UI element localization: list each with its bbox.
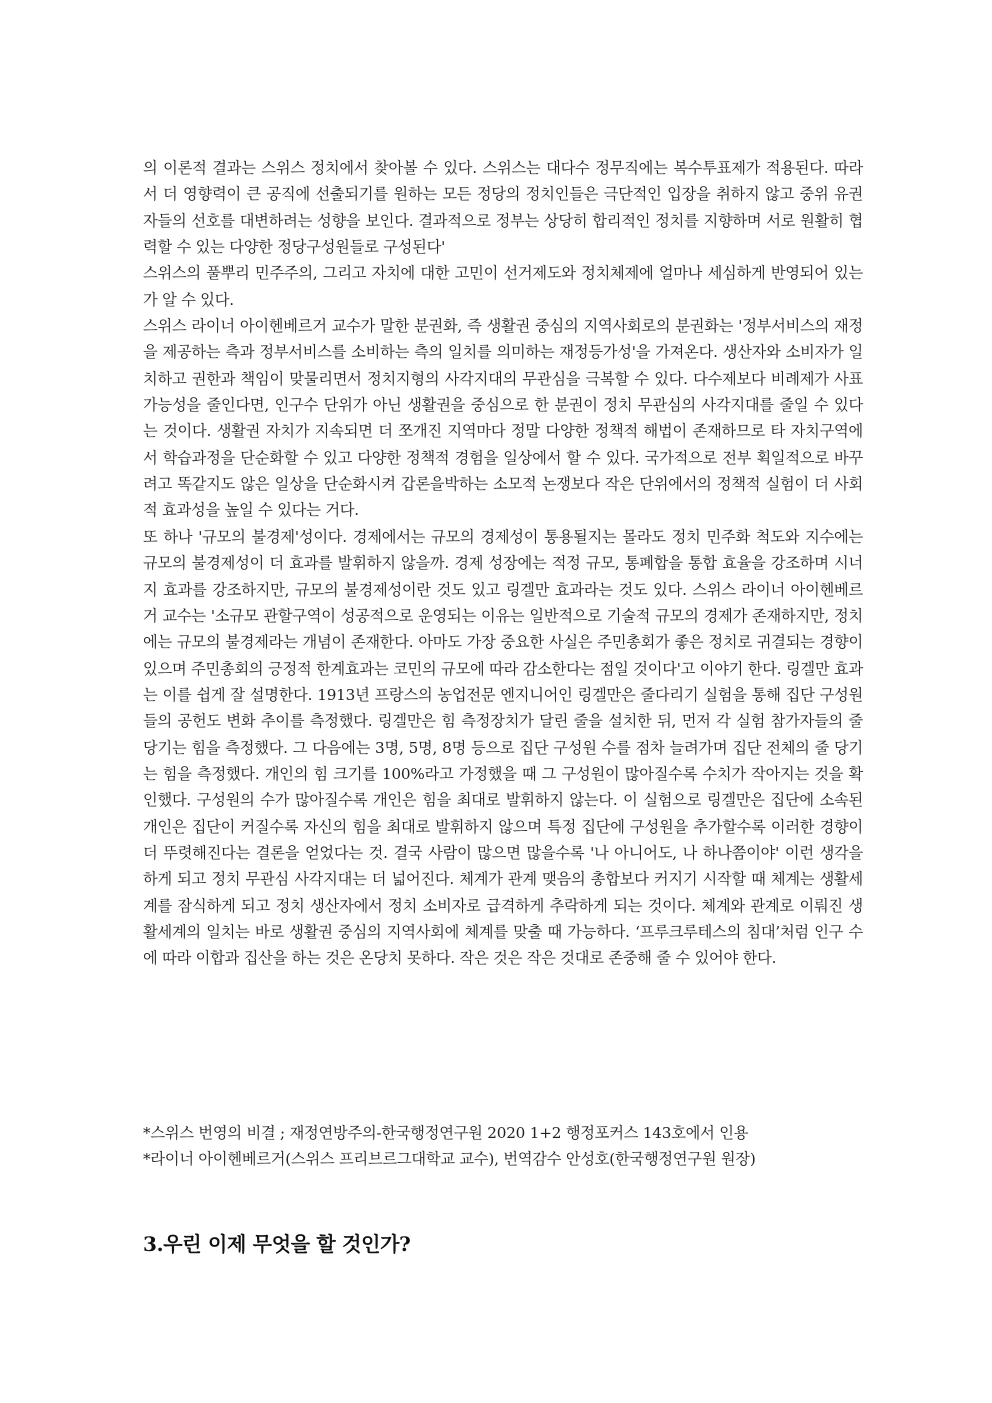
- paragraph-diseconomy-of-scale: 또 하나 '규모의 불경제'성이다. 경제에서는 규모의 경제성이 통용될지는 몰라도 정치 민주화 척도와 지수에는 규모의 불경제성이 더 효과를 발휘하지 않을까. 경제 성장에는 적정 규모, 통폐합을 통합 효율을 강조하며 시너지 효과를 강조하지만, 규모의 불경제성이란 것도 있고 링겔만 효과라는 것도 있다. 스위스 라이너 아이헨베르거 교수는 '소규모 관할구역이 성공적으로 운영되는 이유는 일반적으로 기술적 규모의 경제가 존재하지만, 정치에는 규모의 불경제라는 개념이 존재한다. 아마도 가장 중요한 사실은 주민총회가 좋은 정치로 귀결되는 경향이 있으며 주민총회의 긍정적 한계효과는 코민의 규모에 따라 감소한다는 점일 것이다'고 이야기 한다. 링겔만 효과는 이를 쉽게 잘 설명한다. 1913년 프랑스의 농업전문 엔지니어인 링겔만은 줄다리기 실험을 통해 집단 구성원들의 공헌도 변화 추이를 측정했다. 링겔만은 힘 측정장치가 달린 줄을 설치한 뒤, 먼저 각 실험 참가자들의 줄 당기는 힘을 측정했다. 그 다음에는 3명, 5명, 8명 등으로 집단 구성원 수를 점차 늘려가며 집단 전체의 줄 당기는 힘을 측정했다. 개인의 힘 크기를 100%라고 가정했을 때 그 구성원이 많아질수록 수치가 작아지는 것을 확인했다. 구성원의 수가 많아질수록 개인은 힘을 최대로 발휘하지 않는다. 이 실험으로 링겔만은 집단에 소속된 개인은 집단이 커질수록 자신의 힘을 최대로 발휘하지 않으며 특정 집단에 구성원을 추가할수록 이러한 경향이 더 뚜렷해진다는 결론을 얻었다는 것. 결국 사람이 많으면 많을수록 '나 아니어도, 나 하나쯤이야' 이런 생각을 하게 되고 정치 무관심 사각지대는 더 넓어진다. 체계가 관계 맺음의 총합보다 커지기 시작할 때 체계는 생활세계를 잠식하게 되고 정치 생산자에서 정치 소비자로 급격하게 추락하게 되는 것이다. 체계와 관계로 이뤄진 생활세계의 일치는 바로 생활권 중심의 지역사회에 체계를 맞출 때 가능하다. ‘프루크루테스의 침대’처럼 인구 수에 따라 이합과 집산을 하는 것은 온당치 못하다. 작은 것은 작은 것대로 존중해 줄 수 있어야 한다.: [143, 527, 863, 968]
- paragraph-swiss-voting: 의 이론적 결과는 스위스 정치에서 찾아볼 수 있다. 스위스는 대다수 정무직에는 복수투표제가 적용된다. 따라서 더 영향력이 큰 공직에 선출되기를 원하는 모든 정당의 정치인들은 극단적인 입장을 취하지 않고 중위 유권자들의 선호를 대변하려는 성향을 보인다. 결과적으로 정부는 상당히 합리적인 정치를 지향하며 서로 원활히 협력할 수 있는 다양한 정당구성원들로 구성된다': [143, 159, 863, 257]
- paragraph-decentralization: 스위스 라이너 아이헨베르거 교수가 말한 분권화, 즉 생활권 중심의 지역사회로의 분권화는 '정부서비스의 재정을 제공하는 측과 정부서비스를 소비하는 측의 일치를 의미하는 재정등가성'을 가져온다. 생산자와 소비자가 일치하고 권한과 책임이 맞물리면서 정치지형의 사각지대의 무관심을 극복할 수 있다. 다수제보다 비례제가 사표가능성을 줄인다면, 인구수 단위가 아닌 생활권을 중심으로 한 분권이 정치 무관심의 사각지대를 줄일 수 있다는 것이다. 생활권 자치가 지속되면 더 쪼개진 지역마다 정말 다양한 정책적 해법이 존재하므로 타 자치구역에서 학습과정을 단순화할 수 있고 다양한 정책적 경험을 일상에서 할 수 있다. 국가적으로 전부 획일적으로 바꾸려고 똑같지도 않은 일상을 단순화시켜 갑론을박하는 소모적 논쟁보다 작은 단위에서의 정책적 실험이 더 사회적 효과성을 높일 수 있다는 거다.: [143, 317, 863, 520]
- references: [143, 1120, 873, 1172]
- section-heading: 3.우린 이제 무엇을 할 것인가?: [143, 1232, 411, 1256]
- body-text: [143, 155, 863, 972]
- reference-note: *라이너 아이헨베르거(스위스 프리브르그대학교 교수), 번역감수 안성호(한국행정연구원 원장): [143, 1150, 756, 1168]
- reference-note: *스위스 번영의 비결 ; 재정연방주의-한국행정연구원 2020 1+2 행정포커스 143호에서 인용: [143, 1124, 749, 1142]
- paragraph-grassroots-democracy: 스위스의 풀뿌리 민주주의, 그리고 자치에 대한 고민이 선거제도와 정치체제에 얼마나 세심하게 반영되어 있는가 알 수 있다.: [143, 264, 863, 309]
